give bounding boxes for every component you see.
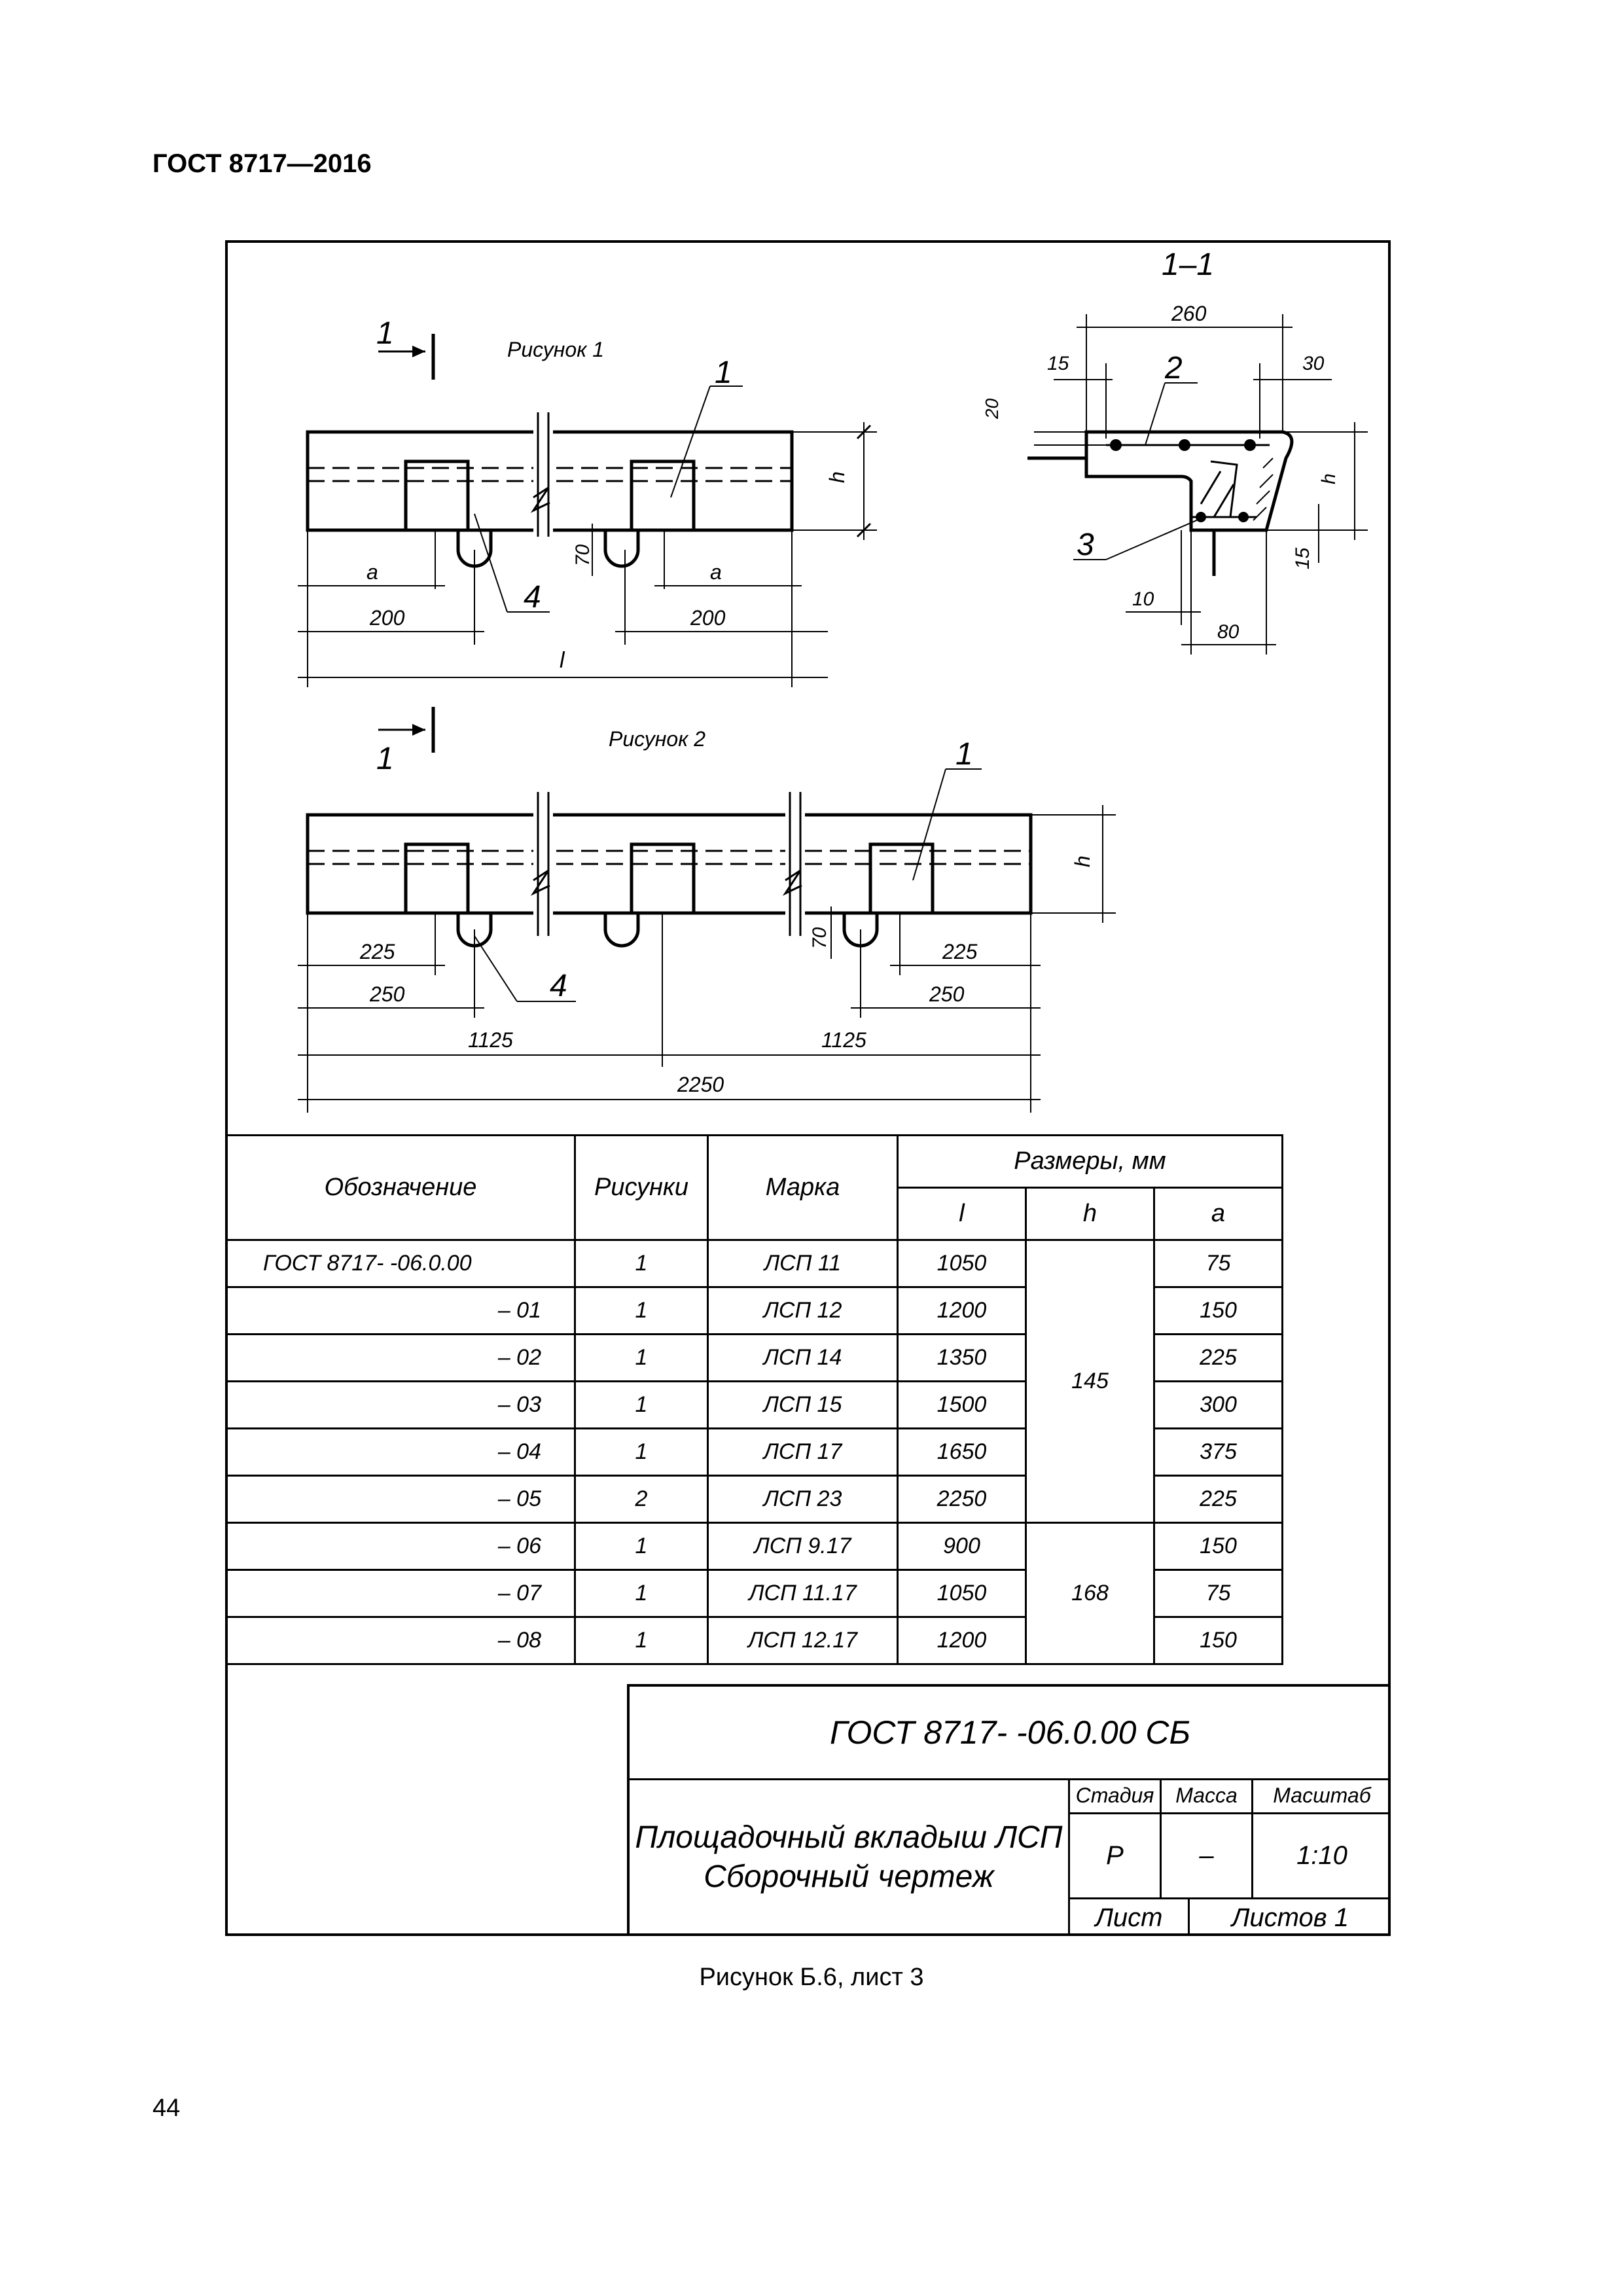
document-code-header: ГОСТ 8717—2016 (152, 149, 372, 178)
dim-a-left-fig1: a (366, 560, 378, 584)
dim-250-right-fig2: 250 (929, 982, 965, 1006)
dim-10-section: 10 (1132, 588, 1154, 610)
cell-h-group-2: 168 (1026, 1523, 1154, 1664)
figure-caption: Рисунок Б.6, лист 3 (699, 1964, 924, 1991)
cell-designation: – 02 (226, 1335, 575, 1382)
dim-225-left-fig2: 225 (360, 940, 395, 963)
cell-l: 1650 (898, 1429, 1026, 1476)
section-title: 1–1 (1162, 247, 1215, 282)
cell-a: 75 (1154, 1240, 1283, 1287)
cell-l: 1500 (898, 1382, 1026, 1429)
cell-a: 150 (1154, 1287, 1283, 1335)
cell-brand: ЛСП 11.17 (708, 1570, 898, 1617)
cell-designation: – 06 (226, 1523, 575, 1570)
cell-brand: ЛСП 15 (708, 1382, 898, 1429)
dim-20-section: 20 (982, 398, 1002, 419)
cell-l: 900 (898, 1523, 1026, 1570)
dim-2250-fig2: 2250 (677, 1073, 724, 1096)
dim-225-right-fig2: 225 (942, 940, 978, 963)
embedded-plate-left (406, 461, 468, 530)
title-block-code: ГОСТ 8717- -06.0.00 СБ (630, 1687, 1391, 1780)
figure-1 (298, 316, 877, 687)
figure-1-title: Рисунок 1 (507, 338, 604, 361)
dim-70-fig1: 70 (572, 544, 594, 566)
cell-l: 1350 (898, 1335, 1026, 1382)
sheets-total-label: Листов 1 (1231, 1903, 1349, 1932)
cell-designation: – 01 (226, 1287, 575, 1335)
col-sizes-header: Размеры, мм (898, 1136, 1283, 1188)
lifting-loop-right (605, 530, 638, 566)
cell-brand: ЛСП 23 (708, 1476, 898, 1523)
cell-h-group-1: 145 (1026, 1240, 1154, 1523)
cell-l: 1200 (898, 1287, 1026, 1335)
cell-brand: ЛСП 17 (708, 1429, 898, 1476)
title-block-name-line1: Площадочный вкладыш ЛСП (635, 1820, 1063, 1855)
callout-2-section: 2 (1165, 351, 1183, 386)
dim-h-fig2: h (1071, 855, 1094, 867)
dim-h-fig1: h (825, 471, 849, 483)
cell-brand: ЛСП 9.17 (708, 1523, 898, 1570)
title-block-name (630, 1778, 1070, 1936)
callout-1-fig2: 1 (955, 737, 973, 772)
plate-left-fig2 (406, 844, 468, 913)
cell-brand: ЛСП 11 (708, 1240, 898, 1287)
dim-200-right-fig1: 200 (690, 606, 726, 630)
cell-designation: – 07 (226, 1570, 575, 1617)
cell-figure: 1 (575, 1570, 708, 1617)
cell-a: 300 (1154, 1382, 1283, 1429)
table-row (226, 1523, 1283, 1570)
cell-figure: 1 (575, 1617, 708, 1664)
section-1-1 (982, 302, 1368, 655)
col-designation-header: Обозначение (226, 1136, 575, 1240)
dim-1125-left-fig2: 1125 (468, 1028, 513, 1052)
cell-brand: ЛСП 12 (708, 1287, 898, 1335)
cell-figure: 1 (575, 1429, 708, 1476)
cell-figure: 1 (575, 1287, 708, 1335)
dim-a-right-fig1: a (710, 560, 722, 584)
dim-30-section: 30 (1302, 353, 1325, 374)
col-h-header: h (1026, 1188, 1154, 1240)
cell-designation: – 08 (226, 1617, 575, 1664)
dim-200-left-fig1: 200 (370, 606, 405, 630)
section-arrow-head (412, 346, 425, 357)
cell-figure: 1 (575, 1382, 708, 1429)
cell-l: 1200 (898, 1617, 1026, 1664)
loop-middle-fig2 (605, 913, 638, 946)
dim-250-left-fig2: 250 (370, 982, 405, 1006)
dim-l-fig1: l (560, 648, 565, 673)
cell-brand: ЛСП 12.17 (708, 1617, 898, 1664)
col-brand-header: Марка (708, 1136, 898, 1240)
sheet-label: Лист (1070, 1899, 1190, 1936)
plate-middle-fig2 (632, 844, 694, 913)
dim-h-section: h (1318, 473, 1340, 484)
cell-a: 375 (1154, 1429, 1283, 1476)
callout-4-fig2: 4 (550, 969, 567, 1003)
mass-value: – (1162, 1814, 1253, 1899)
dim-15-bottom-section: 15 (1292, 547, 1313, 569)
dim-260-section: 260 (1171, 302, 1207, 325)
cell-a: 150 (1154, 1617, 1283, 1664)
cell-l: 1050 (898, 1570, 1026, 1617)
cell-designation: – 03 (226, 1382, 575, 1429)
callout-1-fig1: 1 (715, 355, 732, 390)
cell-designation: – 04 (226, 1429, 575, 1476)
mass-label: Масса (1162, 1778, 1253, 1814)
title-block (627, 1684, 1391, 1936)
dim-70-fig2: 70 (809, 927, 830, 949)
stage-value: Р (1070, 1814, 1162, 1899)
scale-value: 1:10 (1253, 1814, 1391, 1899)
dim-15-top-section: 15 (1047, 353, 1069, 374)
cell-a: 150 (1154, 1523, 1283, 1570)
cell-a: 225 (1154, 1476, 1283, 1523)
figure-2 (298, 707, 1116, 1113)
table-row (226, 1240, 1283, 1287)
cell-figure: 1 (575, 1240, 708, 1287)
cell-a: 75 (1154, 1570, 1283, 1617)
callout-3-section: 3 (1077, 528, 1094, 562)
figure-2-title: Рисунок 2 (609, 727, 705, 751)
dim-80-section: 80 (1217, 621, 1240, 643)
stage-label: Стадия (1070, 1778, 1162, 1814)
cell-a: 225 (1154, 1335, 1283, 1382)
cell-l: 1050 (898, 1240, 1026, 1287)
cell-designation: ГОСТ 8717- -06.0.00 (226, 1240, 575, 1287)
plate-right-fig2 (870, 844, 933, 913)
cell-figure: 2 (575, 1476, 708, 1523)
specification-table (225, 1134, 1283, 1665)
cell-l: 2250 (898, 1476, 1026, 1523)
cell-figure: 1 (575, 1335, 708, 1382)
title-block-name-line2: Сборочный чертеж (704, 1859, 994, 1894)
callout-4-fig1: 4 (524, 580, 541, 615)
col-figures-header: Рисунки (575, 1136, 708, 1240)
scale-label: Масштаб (1253, 1778, 1391, 1814)
cell-designation: – 05 (226, 1476, 575, 1523)
col-l-header: l (898, 1188, 1026, 1240)
cell-figure: 1 (575, 1523, 708, 1570)
cell-brand: ЛСП 14 (708, 1335, 898, 1382)
embedded-plate-right (632, 461, 694, 530)
section-marker-fig2: 1 (376, 742, 394, 776)
col-a-header: a (1154, 1188, 1283, 1240)
page-number: 44 (152, 2094, 181, 2122)
section-marker-fig1: 1 (376, 316, 394, 351)
dim-1125-right-fig2: 1125 (821, 1028, 866, 1052)
